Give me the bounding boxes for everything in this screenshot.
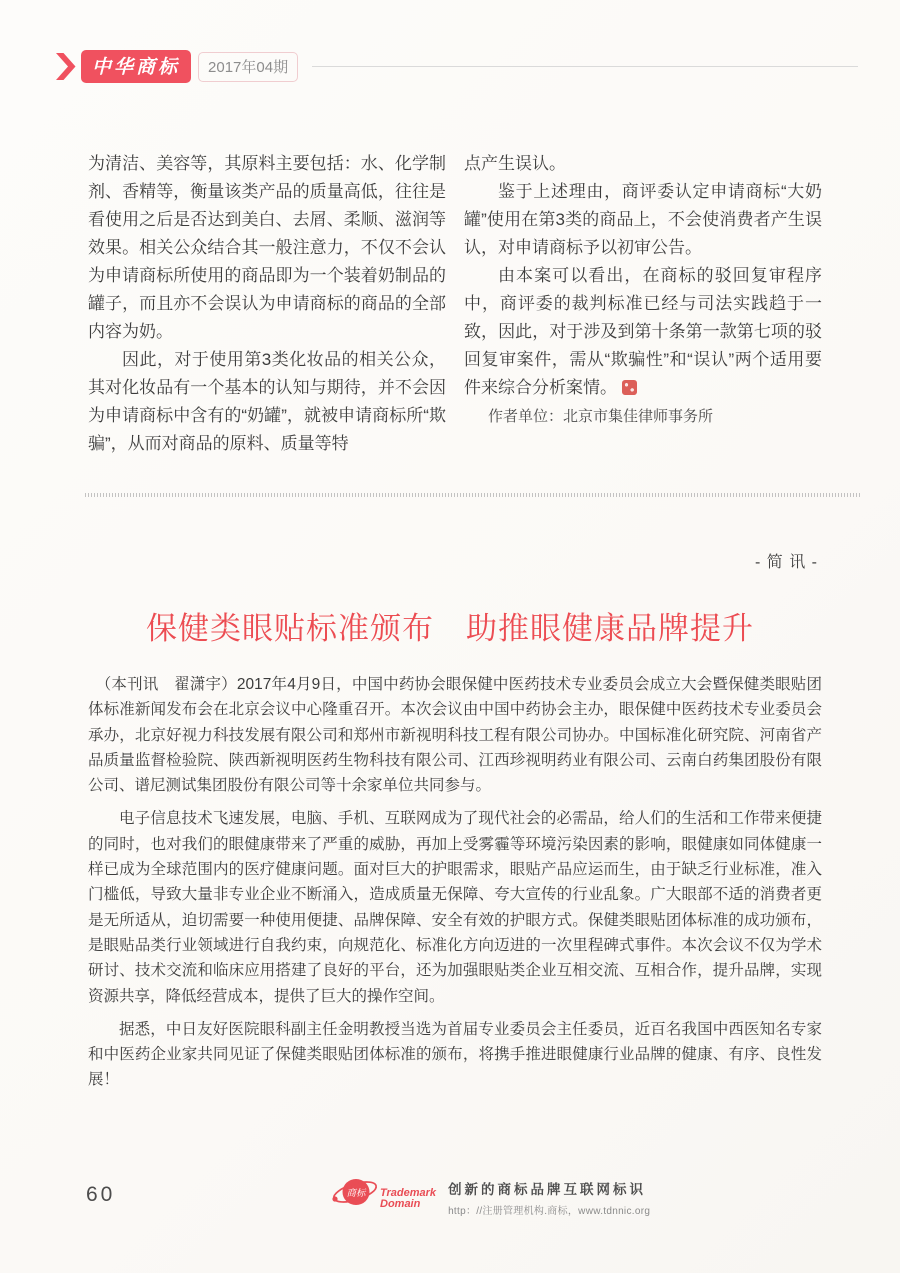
article-paragraph: 鉴于上述理由，商评委认定申请商标“大奶罐”使用在第3类的商品上，不会使消费者产生误认，对申请商标予以初审公告。 bbox=[464, 182, 822, 257]
brief-paragraph: 电子信息技术飞速发展，电脑、手机、互联网成为了现代社会的必需品，给人们的生活和工作带来便捷的同时，也对我们的眼健康带来了严重的威胁，再加上受雾霾等环境污染因素的影响，眼健康如同体健康一样已成为全球范围内的医疗健康问题。面对巨大的护眼需求，眼贴产品应运而生，由于缺乏行业标准，准入门槛低，导致大量非专业企业不断涌入，造成质量无保障、夸大宣传的行业乱象。广大眼部不适的消费者更是无所适从，迫切需要一种使用便捷、品牌保障、安全有效的护眼方式。保健类眼贴团体标准的成功颁布，是眼贴品类行业领域进行自我约束，向规范化、标准化方向迈进的一次里程碑式事件。本次会议不仅为学术研讨、技术交流和临床应用搭建了良好的平台，还为加强眼贴类企业互相交流、互相合作，提升品牌，实现资源共享，降低经营成本，提供了巨大的操作空间。 bbox=[88, 810, 822, 1005]
page-number: 60 bbox=[86, 1183, 116, 1206]
footer-slogan: 创新的商标品牌互联网标识 bbox=[448, 1182, 647, 1197]
logo-brand-line2: Domain bbox=[380, 1198, 421, 1210]
logo-brand-name bbox=[380, 1188, 436, 1210]
logo-brand-line1: Trademark bbox=[380, 1187, 437, 1199]
magazine-name-ribbon bbox=[81, 50, 191, 83]
article-paragraph: 因此，对于使用第3类化妆品的相关公众，其对化妆品有一个基本的认知与期待，并不会因为申请商标中含有的“奶罐”，就被申请商标所“欺骗”，从而对商品的原料、质量等特 bbox=[88, 350, 446, 453]
article-paragraph-text: 由本案可以看出，在商标的驳回复审程序中，商评委的裁判标准已经与司法实践趋于一致，因此，对于涉及到第十条第一款第七项的驳回复审案件，需从“欺骗性”和“误认”两个适用要件来综合分析案情。 bbox=[464, 266, 822, 397]
logo-mark-text: 商标 bbox=[346, 1188, 366, 1199]
article-end-seal-icon bbox=[622, 380, 637, 395]
section-divider bbox=[85, 493, 862, 497]
article-paragraph: 点产生误认。 bbox=[464, 154, 566, 173]
brief-paragraph: （本刊讯 翟潇宇）2017年4月9日，中国中药协会眼保健中医药技术专业委员会成立大会暨保健类眼贴团体标准新闻发布会在北京会议中心隆重召开。本次会议由中国中药协会主办，眼保健中医药技术专业委员会承办，北京好视力科技发展有限公司和郑州市新视明科技工程有限公司协办。中国标准化研究院、河南省产品质量监督检验院、陕西新视明医药生物科技有限公司、江西珍视明药业有限公司、云南白药集团股份有限公司、谱尼测试集团股份有限公司等十余家单位共同参与。 bbox=[88, 676, 822, 795]
footer-url: http：//注册管理机构.商标，www.tdnnic.org bbox=[448, 1206, 651, 1217]
issue-badge: 2017年04期 bbox=[198, 52, 298, 82]
brief-paragraph: 据悉，中日友好医院眼科副主任金明教授当选为首届专业委员会主任委员，近百名我国中西医知名专家和中医药企业家共同见证了保健类眼贴团体标准的颁布，将携手推进眼健康行业品牌的健康、有序、良性发展！ bbox=[88, 1020, 822, 1089]
trademark-domain-logo bbox=[330, 1172, 650, 1217]
page-header bbox=[55, 50, 858, 83]
planet-logo-icon bbox=[330, 1172, 378, 1214]
author-note: 作者单位：北京市集佳律师事务所 bbox=[488, 407, 714, 425]
brief-section-label: - 简 讯 - bbox=[755, 554, 818, 571]
footer-slogan-block bbox=[448, 1178, 650, 1217]
article-left-column bbox=[88, 150, 446, 458]
magazine-name: 中华商标 bbox=[92, 56, 181, 78]
chevron-right-icon bbox=[55, 53, 76, 80]
header-rule bbox=[312, 66, 858, 67]
brief-headline: 保健类眼贴标准颁布 助推眼健康品牌提升 bbox=[146, 611, 754, 646]
brief-body bbox=[88, 672, 822, 1101]
article-right-column bbox=[464, 150, 822, 458]
article-paragraph bbox=[464, 262, 822, 402]
article-paragraph: 为清洁、美容等，其原料主要包括：水、化学制剂、香精等，衡量该类产品的质量高低，往往是看使用之后是否达到美白、去屑、柔顺、滋润等效果。相关公众结合其一般注意力，不仅不会认为申请商标所使用的商品即为一个装着奶制品的罐子，而且亦不会误认为申请商标的商品的全部内容为奶。 bbox=[88, 154, 446, 341]
article-section bbox=[88, 150, 822, 458]
